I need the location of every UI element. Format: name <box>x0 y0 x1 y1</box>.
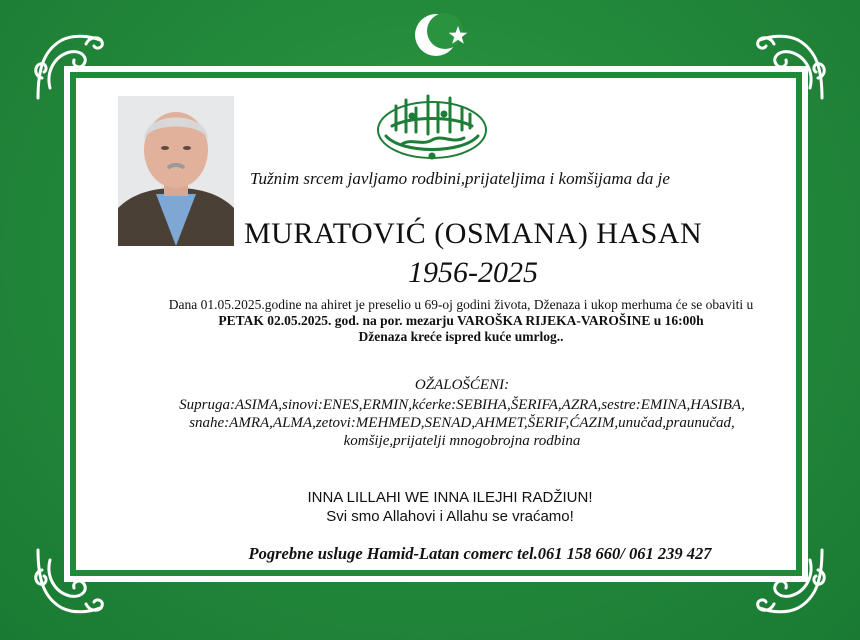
dua-text <box>200 488 700 526</box>
portrait-photo <box>118 96 234 246</box>
funeral-service-footer: Pogrebne usluge Hamid-Latan comerc tel.061 158 660/ 061 239 427 <box>248 544 712 563</box>
details-line: Dženaza kreće ispred kuće umrlog.. <box>358 329 564 344</box>
details-line: PETAK 02.05.2025. god. na por. mezarju VAROŠKA RIJEKA-VAROŠINE u 16:00h <box>218 313 704 328</box>
crescent-star-icon <box>412 6 472 64</box>
mourners-header: OŽALOŠĆENI: <box>414 377 510 393</box>
mourners-line: komšije,prijatelji mnogobrojna rodbina <box>343 433 581 449</box>
mourners-section <box>100 376 824 450</box>
dua-line: Svi smo Allahovi i Allahu se vraćamo! <box>326 508 574 525</box>
mourners-line: Supruga:ASIMA,sinovi:ENES,ERMIN,kćerke:SEBIHA,ŠERIFA,AZRA,sestre:EMINA,HASIBA, <box>179 397 745 413</box>
deceased-name: MURATOVIĆ (OSMANA) HASAN <box>244 217 703 250</box>
dua-line: INNA LILLAHI WE INNA ILEJHI RADŽIUN! <box>307 489 593 506</box>
arabic-calligraphy-icon <box>372 86 492 170</box>
details-line: Dana 01.05.2025.godine na ahiret je preselio u 69-oj godini života, Dženaza i ukop merhuma će se obaviti u <box>168 297 754 312</box>
life-years: 1956-2025 <box>408 256 538 289</box>
mourners-line: snahe:AMRA,ALMA,zetovi:MEHMED,SENAD,AHMET,ŠERIF,ĆAZIM,unučad,praunučad, <box>189 415 735 431</box>
funeral-details <box>96 297 826 345</box>
intro-text: Tužnim srcem javljamo rodbini,prijateljima i komšijama da je <box>250 169 670 188</box>
